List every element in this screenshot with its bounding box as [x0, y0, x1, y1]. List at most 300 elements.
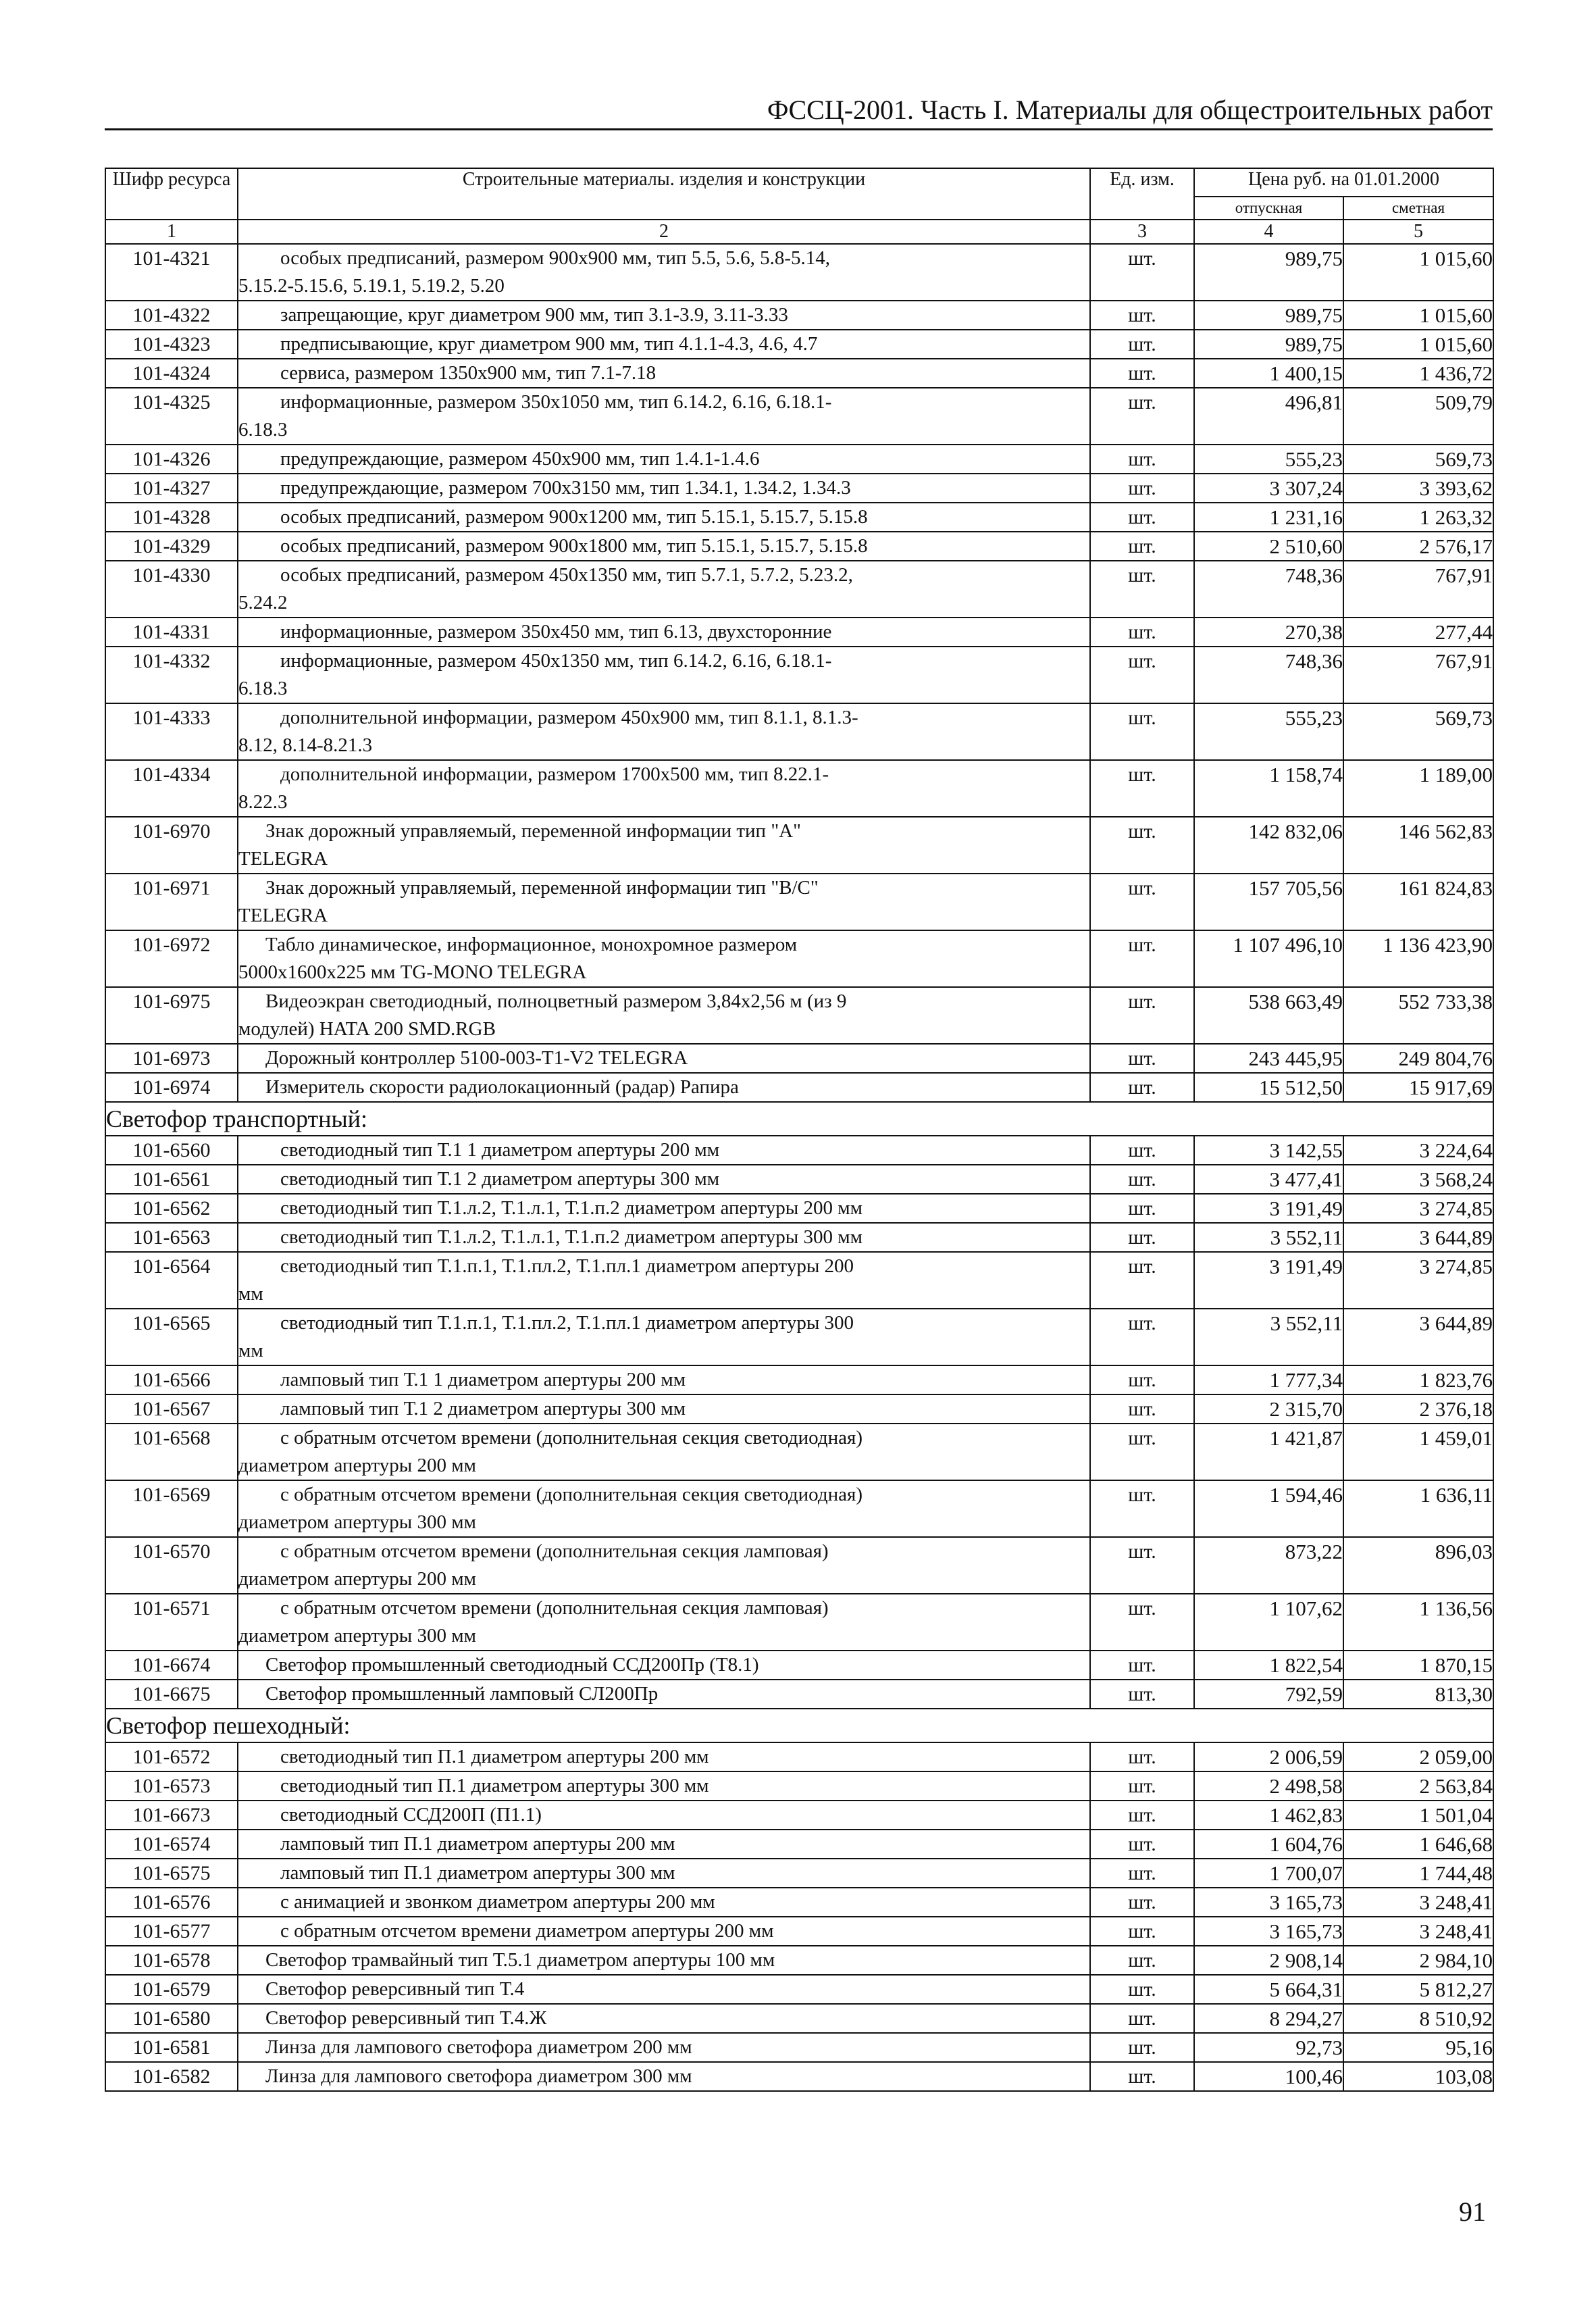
table-row — [105, 1594, 1493, 1651]
release-price: 873,22 — [1194, 1537, 1343, 1594]
estimate-price: 249 804,76 — [1343, 1044, 1493, 1073]
material-name — [238, 874, 1090, 930]
resource-code: 101-6971 — [105, 874, 238, 930]
resource-code: 101-6972 — [105, 930, 238, 987]
material-name-line: информационные, размером 350x450 мм, тип 6.13, двухсторонние — [280, 621, 832, 643]
resource-code: 101-6562 — [105, 1194, 238, 1223]
section-row — [105, 1102, 1493, 1136]
estimate-price: 3 644,89 — [1343, 1223, 1493, 1252]
material-name — [238, 1594, 1090, 1651]
table-row — [105, 445, 1493, 474]
release-price: 3 142,55 — [1194, 1136, 1343, 1165]
material-name-line: Табло динамическое, информационное, монохромное размером — [265, 934, 798, 955]
material-name-line: светодиодный ССД200П (П1.1) — [280, 1804, 542, 1826]
estimate-price: 2 576,17 — [1343, 532, 1493, 561]
material-name-line: Знак дорожный управляемый, переменной информации тип "В/С" — [265, 877, 819, 899]
material-name — [238, 1044, 1090, 1073]
resource-code: 101-4332 — [105, 647, 238, 703]
material-name-line: светодиодный тип Т.1 2 диаметром апертуры 300 мм — [280, 1168, 720, 1190]
table-row — [105, 2062, 1493, 2091]
unit: шт. — [1090, 1365, 1194, 1394]
material-name-line: светодиодный тип Т.1.л.2, Т.1.л.1, Т.1.п.2 диаметром апертуры 200 мм — [280, 1197, 863, 1219]
unit: шт. — [1090, 1165, 1194, 1194]
material-name-line: светодиодный тип Т.1 1 диаметром апертуры 200 мм — [280, 1139, 720, 1161]
release-price: 2 006,59 — [1194, 1742, 1343, 1771]
table-row — [105, 817, 1493, 874]
table-row — [105, 359, 1493, 388]
material-name-line: предупреждающие, размером 450x900 мм, тип 1.4.1-1.4.6 — [280, 448, 760, 470]
resource-code: 101-6574 — [105, 1830, 238, 1859]
unit: шт. — [1090, 244, 1194, 301]
material-name-line: с обратным отсчетом времени (дополнительная секция ламповая) — [280, 1597, 829, 1619]
table-body — [105, 244, 1493, 2091]
unit: шт. — [1090, 301, 1194, 330]
resource-code: 101-6973 — [105, 1044, 238, 1073]
resource-code: 101-4328 — [105, 503, 238, 532]
release-price: 1 400,15 — [1194, 359, 1343, 388]
resource-code: 101-6571 — [105, 1594, 238, 1651]
material-name — [238, 2062, 1090, 2091]
estimate-price: 3 274,85 — [1343, 1194, 1493, 1223]
material-name-line: Светофор реверсивный тип Т.4 — [265, 1978, 525, 2000]
unit: шт. — [1090, 1975, 1194, 2004]
estimate-price: 896,03 — [1343, 1537, 1493, 1594]
material-name-line: информационные, размером 350x1050 мм, тип 6.14.2, 6.16, 6.18.1- — [280, 391, 832, 413]
table-row — [105, 1946, 1493, 1975]
material-name-line: мм — [238, 1340, 263, 1361]
header-title: ФССЦ-2001. Часть I. Материалы для общестроительных работ — [767, 95, 1493, 125]
table-row — [105, 1194, 1493, 1223]
unit: шт. — [1090, 388, 1194, 445]
table-row — [105, 1165, 1493, 1194]
table-row — [105, 1223, 1493, 1252]
table-row — [105, 874, 1493, 930]
release-price: 1 107 496,10 — [1194, 930, 1343, 987]
table-row — [105, 1480, 1493, 1537]
resource-code: 101-4331 — [105, 618, 238, 647]
release-price: 3 307,24 — [1194, 474, 1343, 503]
material-name — [238, 1424, 1090, 1480]
table-row — [105, 2033, 1493, 2062]
resource-code: 101-4334 — [105, 760, 238, 817]
material-name — [238, 445, 1090, 474]
material-name — [238, 1223, 1090, 1252]
release-price: 3 552,11 — [1194, 1309, 1343, 1365]
table-row — [105, 244, 1493, 301]
material-name-line: светодиодный тип П.1 диаметром апертуры 200 мм — [280, 1746, 709, 1767]
release-price: 3 165,73 — [1194, 1888, 1343, 1917]
material-name — [238, 1136, 1090, 1165]
material-name — [238, 987, 1090, 1044]
column-number: 3 — [1090, 220, 1194, 244]
material-name — [238, 618, 1090, 647]
release-price: 1 158,74 — [1194, 760, 1343, 817]
material-name-line: 8.12, 8.14-8.21.3 — [238, 734, 373, 756]
estimate-price: 1 136 423,90 — [1343, 930, 1493, 987]
unit: шт. — [1090, 1946, 1194, 1975]
resource-code: 101-6579 — [105, 1975, 238, 2004]
column-number: 2 — [238, 220, 1090, 244]
release-price: 3 165,73 — [1194, 1917, 1343, 1946]
estimate-price: 161 824,83 — [1343, 874, 1493, 930]
unit: шт. — [1090, 1859, 1194, 1888]
resource-code: 101-6569 — [105, 1480, 238, 1537]
material-name-line: 5.15.2-5.15.6, 5.19.1, 5.19.2, 5.20 — [238, 275, 505, 297]
release-price: 5 664,31 — [1194, 1975, 1343, 2004]
material-name-line: особых предписаний, размером 900x1800 мм, тип 5.15.1, 5.15.7, 5.15.8 — [280, 535, 868, 557]
release-price: 3 477,41 — [1194, 1165, 1343, 1194]
release-price: 1 604,76 — [1194, 1830, 1343, 1859]
unit: шт. — [1090, 1830, 1194, 1859]
page-header — [105, 81, 1493, 130]
release-price: 1 421,87 — [1194, 1424, 1343, 1480]
release-price: 1 777,34 — [1194, 1365, 1343, 1394]
material-name-line: с обратным отсчетом времени (дополнительная секция ламповая) — [280, 1540, 829, 1562]
material-name — [238, 330, 1090, 359]
material-name-line: 6.18.3 — [238, 419, 288, 441]
table-row — [105, 1073, 1493, 1102]
unit: шт. — [1090, 987, 1194, 1044]
release-price: 989,75 — [1194, 330, 1343, 359]
material-name — [238, 1537, 1090, 1594]
unit: шт. — [1090, 1480, 1194, 1537]
estimate-price: 15 917,69 — [1343, 1073, 1493, 1102]
material-name-line: Знак дорожный управляемый, переменной информации тип "А" — [265, 820, 801, 842]
resource-code: 101-6673 — [105, 1801, 238, 1830]
table-row — [105, 1830, 1493, 1859]
material-name-line: ламповый тип П.1 диаметром апертуры 200 мм — [280, 1833, 675, 1855]
estimate-price: 103,08 — [1343, 2062, 1493, 2091]
resource-code: 101-6566 — [105, 1365, 238, 1394]
material-name-line: Дорожный контроллер 5100-003-T1-V2 TELEGRA — [265, 1047, 688, 1069]
material-name-line: модулей) HATA 200 SMD.RGB — [238, 1018, 496, 1040]
release-price: 270,38 — [1194, 618, 1343, 647]
release-price: 15 512,50 — [1194, 1073, 1343, 1102]
resource-code: 101-6572 — [105, 1742, 238, 1771]
unit: шт. — [1090, 1594, 1194, 1651]
material-name — [238, 2033, 1090, 2062]
table-row — [105, 760, 1493, 817]
table-row — [105, 503, 1493, 532]
material-name-line: мм — [238, 1283, 263, 1305]
estimate-price: 1 136,56 — [1343, 1594, 1493, 1651]
material-name — [238, 1309, 1090, 1365]
material-name-line: Светофор промышленный светодиодный ССД200Пр (Т8.1) — [265, 1654, 759, 1676]
column-number: 4 — [1194, 220, 1343, 244]
material-name-line: Светофор реверсивный тип Т.4.Ж — [265, 2007, 547, 2029]
table-row — [105, 330, 1493, 359]
unit: шт. — [1090, 1424, 1194, 1480]
release-price: 243 445,95 — [1194, 1044, 1343, 1073]
material-name-line: Светофор трамвайный тип Т.5.1 диаметром апертуры 100 мм — [265, 1949, 775, 1971]
resource-code: 101-6580 — [105, 2004, 238, 2033]
unit: шт. — [1090, 1073, 1194, 1102]
estimate-price: 1 015,60 — [1343, 244, 1493, 301]
unit: шт. — [1090, 1136, 1194, 1165]
estimate-price: 1 015,60 — [1343, 330, 1493, 359]
header-code: Шифр ресурса — [105, 168, 238, 220]
material-name — [238, 703, 1090, 760]
estimate-price: 3 224,64 — [1343, 1136, 1493, 1165]
header-price: Цена руб. на 01.01.2000 — [1194, 168, 1493, 197]
resource-code: 101-6570 — [105, 1537, 238, 1594]
material-name — [238, 760, 1090, 817]
release-price: 555,23 — [1194, 703, 1343, 760]
column-number: 1 — [105, 220, 238, 244]
unit: шт. — [1090, 1651, 1194, 1680]
release-price: 538 663,49 — [1194, 987, 1343, 1044]
estimate-price: 2 376,18 — [1343, 1394, 1493, 1424]
material-name — [238, 930, 1090, 987]
estimate-price: 1 015,60 — [1343, 301, 1493, 330]
material-name-line: Измеритель скорости радиолокационный (радар) Рапира — [265, 1076, 739, 1098]
table-row — [105, 1136, 1493, 1165]
table-row — [105, 1651, 1493, 1680]
table-row — [105, 647, 1493, 703]
header-name: Строительные материалы. изделия и конструкции — [238, 168, 1090, 220]
unit: шт. — [1090, 1044, 1194, 1073]
unit: шт. — [1090, 1917, 1194, 1946]
section-title: Светофор пешеходный: — [105, 1709, 1493, 1742]
release-price: 792,59 — [1194, 1680, 1343, 1709]
resource-code: 101-6974 — [105, 1073, 238, 1102]
resource-code: 101-6560 — [105, 1136, 238, 1165]
table-row — [105, 987, 1493, 1044]
estimate-price: 1 459,01 — [1343, 1424, 1493, 1480]
material-name — [238, 1165, 1090, 1194]
material-name-line: особых предписаний, размером 450x1350 мм, тип 5.7.1, 5.7.2, 5.23.2, — [280, 564, 853, 586]
unit: шт. — [1090, 532, 1194, 561]
resource-code: 101-6575 — [105, 1859, 238, 1888]
material-name-line: диаметром апертуры 300 мм — [238, 1625, 476, 1646]
unit: шт. — [1090, 2033, 1194, 2062]
unit: шт. — [1090, 1537, 1194, 1594]
material-name — [238, 1651, 1090, 1680]
column-numbers-row — [105, 220, 1493, 244]
material-name — [238, 2004, 1090, 2033]
material-name — [238, 1194, 1090, 1223]
material-name — [238, 301, 1090, 330]
material-name — [238, 1252, 1090, 1309]
section-title: Светофор транспортный: — [105, 1102, 1493, 1136]
release-price: 3 191,49 — [1194, 1194, 1343, 1223]
estimate-price: 569,73 — [1343, 445, 1493, 474]
resource-code: 101-6675 — [105, 1680, 238, 1709]
header-unit: Ед. изм. — [1090, 168, 1194, 220]
estimate-price: 1 263,32 — [1343, 503, 1493, 532]
material-name — [238, 1394, 1090, 1424]
material-name — [238, 474, 1090, 503]
table-row — [105, 301, 1493, 330]
material-name-line: светодиодный тип Т.1.л.2, Т.1.л.1, Т.1.п.2 диаметром апертуры 300 мм — [280, 1226, 863, 1248]
resource-code: 101-4327 — [105, 474, 238, 503]
column-number: 5 — [1343, 220, 1493, 244]
release-price: 2 510,60 — [1194, 532, 1343, 561]
resource-code: 101-6970 — [105, 817, 238, 874]
material-name-line: 5000x1600x225 мм TG-MONO TELEGRA — [238, 961, 587, 983]
resource-code: 101-6563 — [105, 1223, 238, 1252]
unit: шт. — [1090, 330, 1194, 359]
resource-code: 101-6565 — [105, 1309, 238, 1365]
unit: шт. — [1090, 503, 1194, 532]
release-price: 1 822,54 — [1194, 1651, 1343, 1680]
material-name-line: Светофор промышленный ламповый СЛ200Пр — [265, 1683, 659, 1705]
material-name-line: TELEGRA — [238, 905, 328, 926]
release-price: 157 705,56 — [1194, 874, 1343, 930]
material-name — [238, 1073, 1090, 1102]
material-name — [238, 388, 1090, 445]
resource-code: 101-6674 — [105, 1651, 238, 1680]
resource-code: 101-6568 — [105, 1424, 238, 1480]
table-row — [105, 561, 1493, 618]
release-price: 1 700,07 — [1194, 1859, 1343, 1888]
material-name-line: информационные, размером 450x1350 мм, тип 6.14.2, 6.16, 6.18.1- — [280, 650, 832, 672]
material-name-line: особых предписаний, размером 900x900 мм, тип 5.5, 5.6, 5.8-5.14, — [280, 247, 831, 269]
release-price: 1 594,46 — [1194, 1480, 1343, 1537]
table-row — [105, 2004, 1493, 2033]
unit: шт. — [1090, 1771, 1194, 1801]
unit: шт. — [1090, 1394, 1194, 1424]
table-row — [105, 1537, 1493, 1594]
material-name-line: светодиодный тип П.1 диаметром апертуры 300 мм — [280, 1775, 709, 1796]
material-name — [238, 1975, 1090, 2004]
material-name-line: 8.22.3 — [238, 791, 288, 813]
header-release: отпускная — [1194, 197, 1343, 220]
material-name-line: с анимацией и звонком диаметром апертуры 200 мм — [280, 1891, 715, 1913]
estimate-price: 3 248,41 — [1343, 1917, 1493, 1946]
material-name-line: светодиодный тип Т.1.п.1, Т.1.пл.2, Т.1.пл.1 диаметром апертуры 200 — [280, 1255, 854, 1277]
unit: шт. — [1090, 1252, 1194, 1309]
unit: шт. — [1090, 1194, 1194, 1223]
release-price: 1 107,62 — [1194, 1594, 1343, 1651]
estimate-price: 3 393,62 — [1343, 474, 1493, 503]
estimate-price: 509,79 — [1343, 388, 1493, 445]
material-name — [238, 503, 1090, 532]
material-name — [238, 1480, 1090, 1537]
material-name-line: ламповый тип П.1 диаметром апертуры 300 мм — [280, 1862, 675, 1884]
estimate-price: 569,73 — [1343, 703, 1493, 760]
material-name — [238, 1917, 1090, 1946]
unit: шт. — [1090, 760, 1194, 817]
resource-code: 101-4321 — [105, 244, 238, 301]
estimate-price: 3 248,41 — [1343, 1888, 1493, 1917]
resource-code: 101-6577 — [105, 1917, 238, 1946]
material-name — [238, 359, 1090, 388]
material-name-line: 5.24.2 — [238, 592, 288, 613]
estimate-price: 277,44 — [1343, 618, 1493, 647]
material-name-line: ламповый тип Т.1 2 диаметром апертуры 300 мм — [280, 1398, 686, 1419]
estimate-price: 1 646,68 — [1343, 1830, 1493, 1859]
material-name — [238, 532, 1090, 561]
material-name-line: диаметром апертуры 200 мм — [238, 1455, 476, 1476]
release-price: 748,36 — [1194, 561, 1343, 618]
table-row — [105, 388, 1493, 445]
estimate-price: 1 636,11 — [1343, 1480, 1493, 1537]
material-name-line: сервиса, размером 1350x900 мм, тип 7.1-7.18 — [280, 362, 657, 384]
release-price: 748,36 — [1194, 647, 1343, 703]
material-name — [238, 1365, 1090, 1394]
table-row — [105, 1917, 1493, 1946]
release-price: 2 908,14 — [1194, 1946, 1343, 1975]
material-name — [238, 817, 1090, 874]
resource-code: 101-4322 — [105, 301, 238, 330]
material-name-line: с обратным отсчетом времени диаметром апертуры 200 мм — [280, 1920, 774, 1942]
release-price: 8 294,27 — [1194, 2004, 1343, 2033]
resource-code: 101-4324 — [105, 359, 238, 388]
material-name-line: особых предписаний, размером 900x1200 мм, тип 5.15.1, 5.15.7, 5.15.8 — [280, 506, 868, 528]
table-row — [105, 618, 1493, 647]
table-row — [105, 1771, 1493, 1801]
material-name — [238, 1859, 1090, 1888]
table-row — [105, 703, 1493, 760]
resource-code: 101-6581 — [105, 2033, 238, 2062]
material-name — [238, 1680, 1090, 1709]
estimate-price: 767,91 — [1343, 561, 1493, 618]
unit: шт. — [1090, 445, 1194, 474]
release-price: 3 191,49 — [1194, 1252, 1343, 1309]
material-name-line: ламповый тип Т.1 1 диаметром апертуры 200 мм — [280, 1369, 686, 1390]
material-name-line: TELEGRA — [238, 848, 328, 870]
table-row — [105, 1394, 1493, 1424]
material-name — [238, 244, 1090, 301]
material-name — [238, 647, 1090, 703]
resource-code: 101-6564 — [105, 1252, 238, 1309]
material-name-line: предупреждающие, размером 700x3150 мм, тип 1.34.1, 1.34.2, 1.34.3 — [280, 477, 851, 499]
table-row — [105, 1975, 1493, 2004]
material-name-line: дополнительной информации, размером 450x900 мм, тип 8.1.1, 8.1.3- — [280, 707, 858, 728]
material-name-line: с обратным отсчетом времени (дополнительная секция светодиодная) — [280, 1484, 863, 1505]
table-row — [105, 1365, 1493, 1394]
estimate-price: 552 733,38 — [1343, 987, 1493, 1044]
header-estimate: сметная — [1343, 197, 1493, 220]
unit: шт. — [1090, 2062, 1194, 2091]
unit: шт. — [1090, 874, 1194, 930]
table-row — [105, 1309, 1493, 1365]
release-price: 1 231,16 — [1194, 503, 1343, 532]
material-name — [238, 1742, 1090, 1771]
table-row — [105, 1680, 1493, 1709]
table-row — [105, 532, 1493, 561]
page-number: 91 — [1459, 2196, 1486, 2227]
release-price: 100,46 — [1194, 2062, 1343, 2091]
resource-code: 101-6578 — [105, 1946, 238, 1975]
material-name — [238, 1946, 1090, 1975]
material-name — [238, 1830, 1090, 1859]
release-price: 2 498,58 — [1194, 1771, 1343, 1801]
unit: шт. — [1090, 1680, 1194, 1709]
estimate-price: 1 189,00 — [1343, 760, 1493, 817]
release-price: 496,81 — [1194, 388, 1343, 445]
unit: шт. — [1090, 1223, 1194, 1252]
material-name-line: 6.18.3 — [238, 678, 288, 699]
unit: шт. — [1090, 1309, 1194, 1365]
estimate-price: 2 563,84 — [1343, 1771, 1493, 1801]
material-name-line: Линза для лампового светофора диаметром 200 мм — [265, 2036, 692, 2058]
estimate-price: 1 823,76 — [1343, 1365, 1493, 1394]
release-price: 989,75 — [1194, 244, 1343, 301]
release-price: 1 462,83 — [1194, 1801, 1343, 1830]
estimate-price: 813,30 — [1343, 1680, 1493, 1709]
material-name-line: предписывающие, круг диаметром 900 мм, тип 4.1.1-4.3, 4.6, 4.7 — [280, 333, 818, 355]
table-row — [105, 1044, 1493, 1073]
unit: шт. — [1090, 703, 1194, 760]
table-row — [105, 1801, 1493, 1830]
estimate-price: 1 744,48 — [1343, 1859, 1493, 1888]
estimate-price: 1 501,04 — [1343, 1801, 1493, 1830]
unit: шт. — [1090, 1888, 1194, 1917]
table-row — [105, 1252, 1493, 1309]
material-name-line: Видеоэкран светодиодный, полноцветный размером 3,84x2,56 м (из 9 — [265, 990, 847, 1012]
